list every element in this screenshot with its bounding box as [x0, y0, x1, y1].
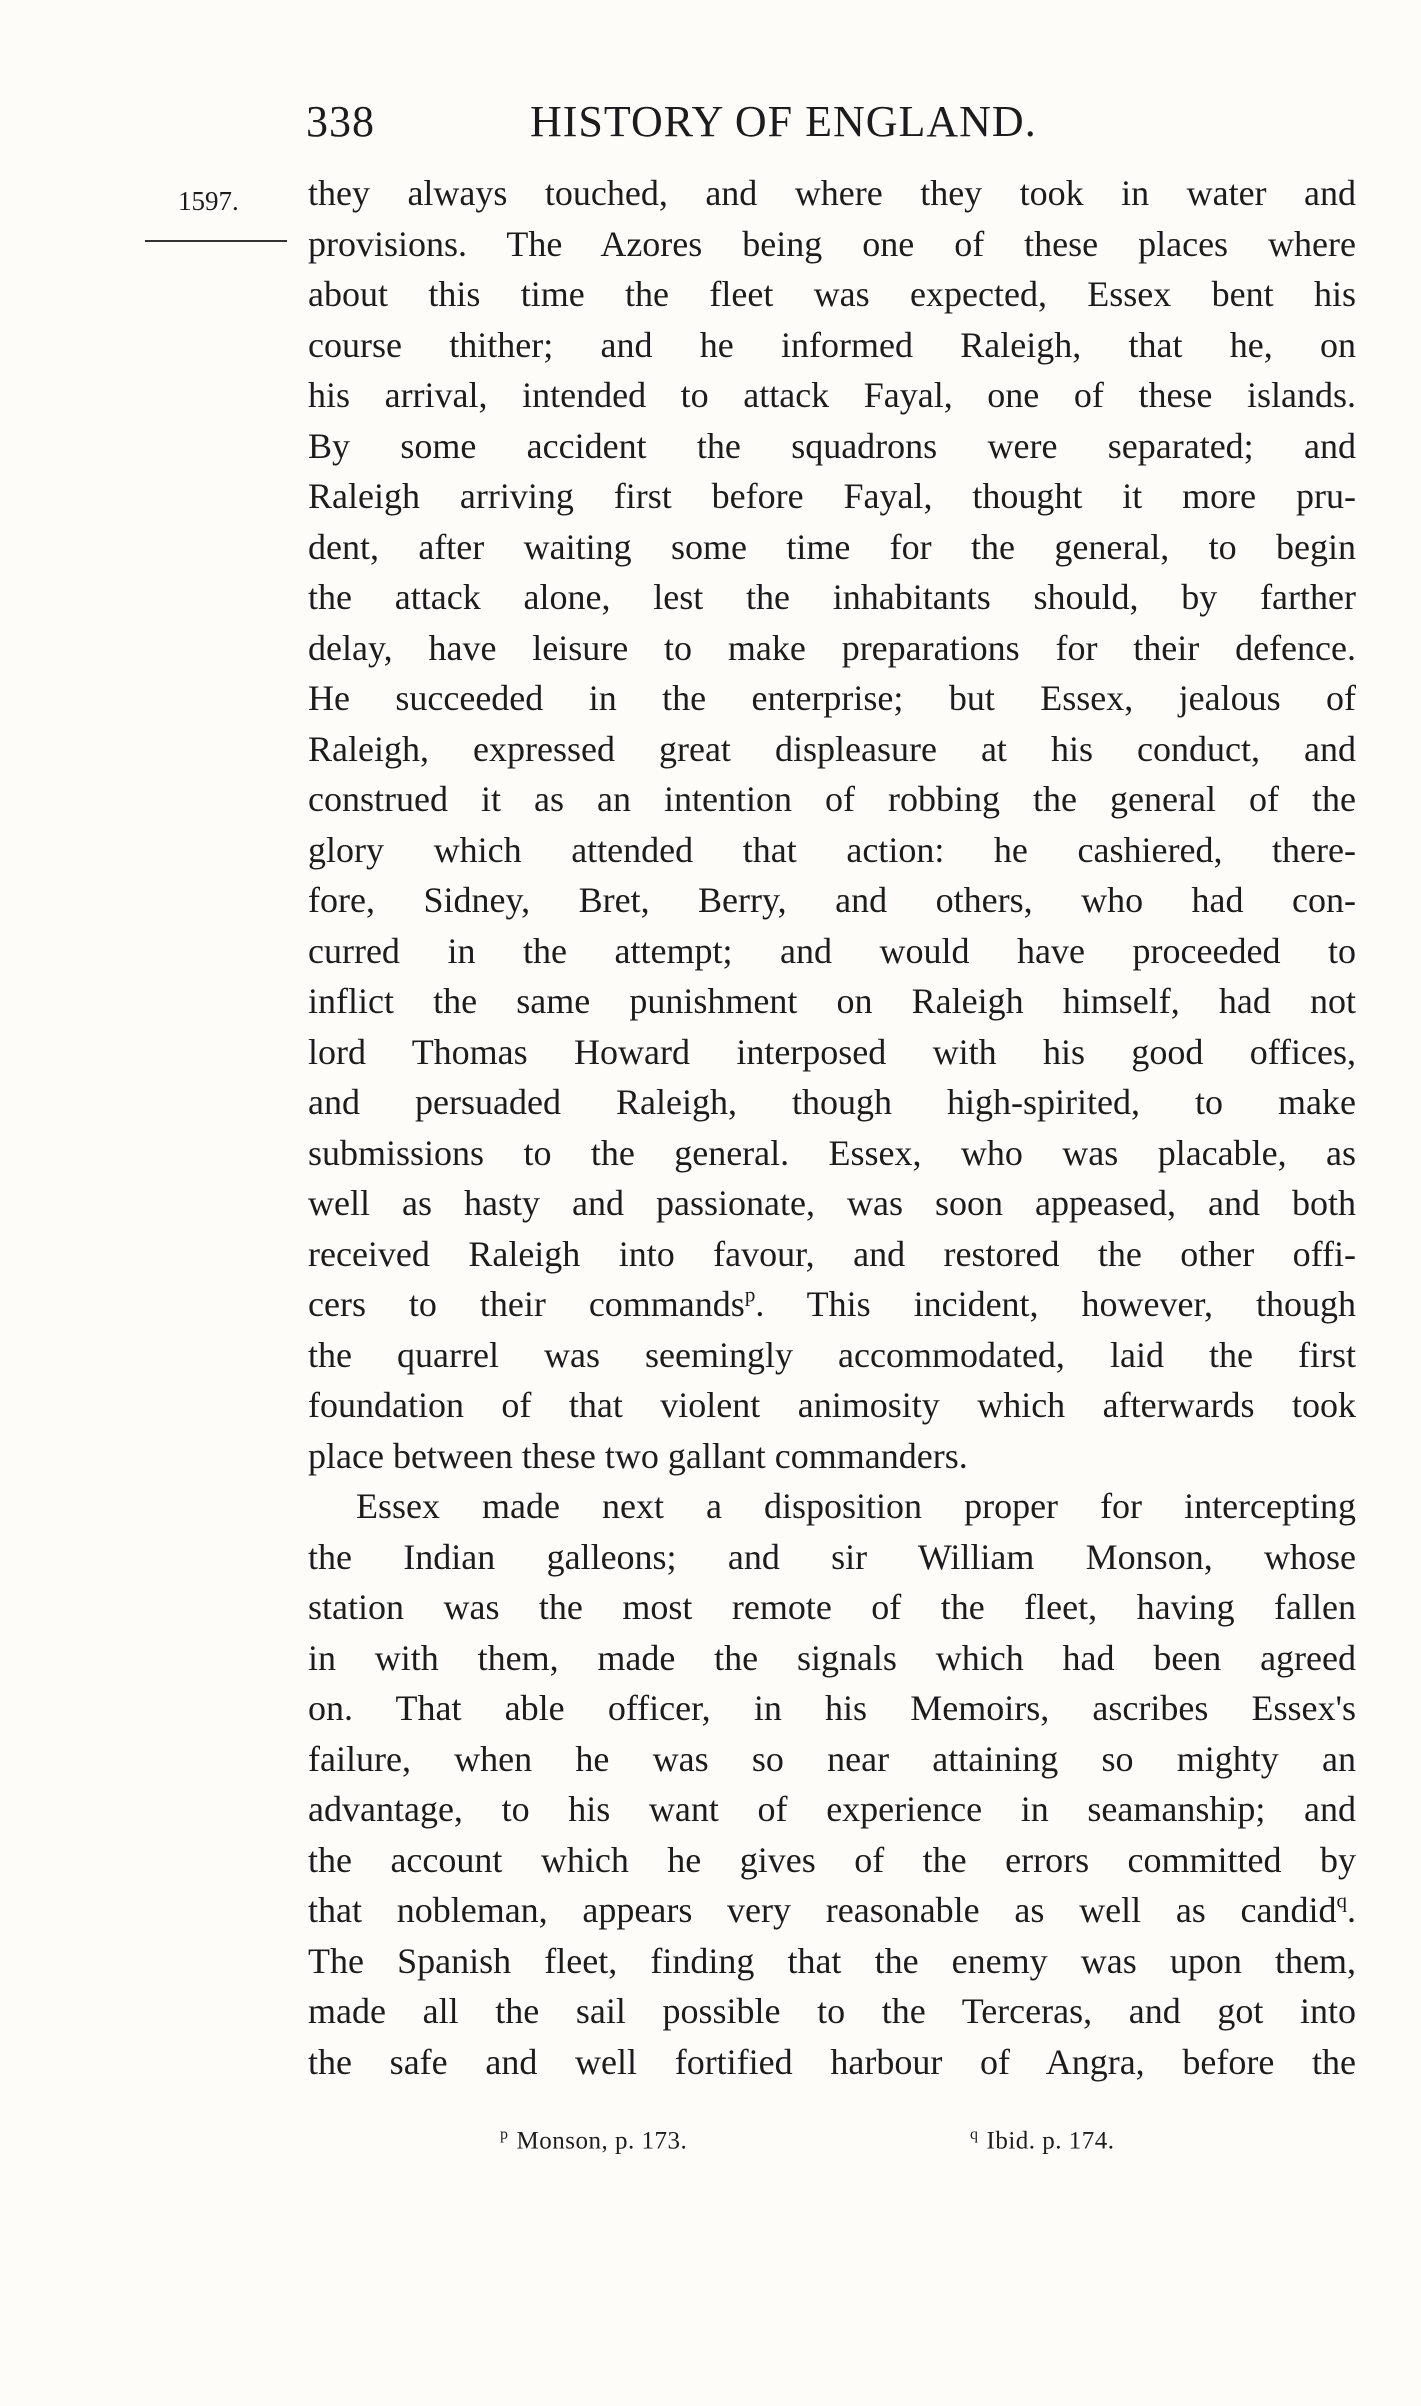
text-line: the account which he gives of the errors committed by [308, 1839, 1356, 1880]
footnote-mark: q [970, 2126, 979, 2143]
text-segment: cers to their commands [308, 1284, 745, 1324]
text-line: The Spanish fleet, finding that the enemy was upon them, [308, 1940, 1356, 1981]
footnote-text: Monson, p. 173. [516, 2127, 688, 2155]
text-line: the quarrel was seemingly accommodated, laid the first [308, 1334, 1356, 1375]
footnote-text: Ibid. p. 174. [986, 2127, 1115, 2155]
text-segment: that nobleman, appears very reasonable as well as candid [308, 1890, 1337, 1930]
page-number: 338 [306, 97, 375, 146]
text-line: his arrival, intended to attack Fayal, one of these islands. [308, 375, 1356, 415]
page-title: HISTORY OF ENGLAND. [530, 97, 1037, 146]
running-head [300, 92, 1360, 152]
text-line: inflict the same punishment on Raleigh himself, had not [308, 981, 1356, 1021]
text-line: the Indian galleons; and sir William Monson, whose [308, 1536, 1356, 1577]
text-line: the safe and well fortified harbour of Angra, before the [308, 2041, 1356, 2082]
text-line: fore, Sidney, Bret, Berry, and others, who had con- [308, 880, 1356, 920]
text-line: He succeeded in the enterprise; but Essex, jealous of [308, 678, 1356, 718]
text-line: delay, have leisure to make preparations for their defence. [308, 627, 1356, 668]
text-line: construed it as an intention of robbing the general of the [308, 779, 1356, 819]
text-line: Raleigh arriving first before Fayal, thought it more pru- [308, 476, 1356, 516]
body-text [308, 168, 1356, 2087]
text-line-with-ref [308, 1885, 1356, 1936]
text-line: Raleigh, expressed great displeasure at his conduct, and [308, 728, 1356, 769]
text-line: well as hasty and passionate, was soon appeased, and both [308, 1183, 1356, 1223]
text-line: station was the most remote of the fleet, having fallen [308, 1587, 1356, 1627]
text-line: lord Thomas Howard interposed with his good offices, [308, 1031, 1356, 1072]
text-line: in with them, made the signals which had been agreed [308, 1637, 1356, 1678]
footnote-ref-p: p [744, 1282, 756, 1307]
text-line: advantage, to his want of experience in seamanship; and [308, 1789, 1356, 1829]
text-line: and persuaded Raleigh, though high-spirited, to make [308, 1082, 1356, 1122]
text-segment: . This incident, however, though [755, 1284, 1356, 1324]
text-line: they always touched, and where they took in water and [308, 173, 1356, 213]
margin-year-note: 1597. [178, 186, 239, 216]
text-line-with-ref [308, 1279, 1356, 1330]
paragraph-start-line: Essex made next a disposition proper for intercepting [356, 1486, 1356, 1526]
text-line: received Raleigh into favour, and restored the other offi- [308, 1233, 1356, 1274]
text-line: By some accident the squadrons were separated; and [308, 425, 1356, 466]
text-line: dent, after waiting some time for the general, to begin [308, 526, 1356, 567]
footnote-ref-q: q [1336, 1888, 1347, 1913]
text-line: submissions to the general. Essex, who was placable, as [308, 1132, 1356, 1173]
margin-rule [145, 240, 287, 242]
text-line: place between these two gallant commanders. [308, 1435, 968, 1476]
text-segment: . [1347, 1890, 1356, 1930]
text-line: made all the sail possible to the Terceras, and got into [308, 1991, 1356, 2031]
footnote-p [500, 2126, 687, 2156]
text-line: failure, when he was so near attaining so mighty an [308, 1738, 1356, 1779]
text-line: on. That able officer, in his Memoirs, ascribes Essex's [308, 1688, 1356, 1728]
text-line: curred in the attempt; and would have proceeded to [308, 930, 1356, 971]
text-line: glory which attended that action: he cashiered, there- [308, 829, 1356, 870]
text-line: the attack alone, lest the inhabitants should, by farther [308, 577, 1356, 617]
text-line: provisions. The Azores being one of these places where [308, 223, 1356, 264]
footnote-mark: p [500, 2126, 509, 2143]
footnote-q [970, 2126, 1115, 2156]
text-line: foundation of that violent animosity which afterwards took [308, 1385, 1356, 1425]
text-line: course thither; and he informed Raleigh, that he, on [308, 324, 1356, 365]
text-line: about this time the fleet was expected, Essex bent his [308, 274, 1356, 314]
